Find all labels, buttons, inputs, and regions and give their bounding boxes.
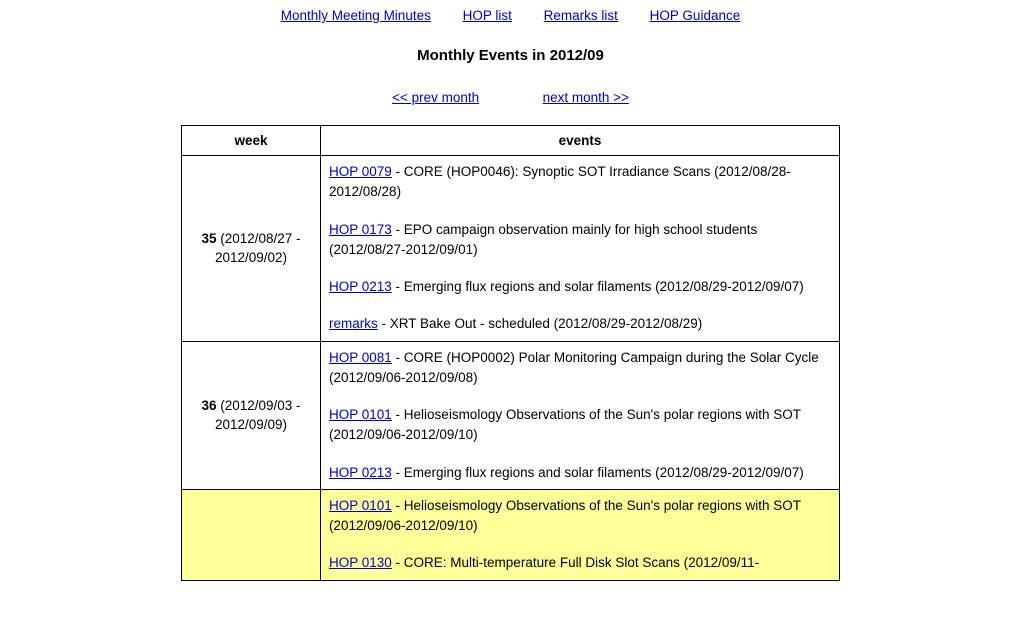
event-description: - EPO campaign observation mainly for high school students (2012/08/27-2012/09/01) <box>329 221 758 257</box>
event-link[interactable]: HOP 0101 <box>329 407 392 422</box>
event-description: - Helioseismology Observations of the Sun's polar regions with SOT (2012/09/06-2012/09/10) <box>329 407 801 443</box>
event-link[interactable]: HOP 0213 <box>329 464 392 480</box>
column-header-events: events <box>321 126 840 156</box>
event-description: - CORE (HOP0002) Polar Monitoring Campaign during the Solar Cycle (2012/09/06-2012/09/08) <box>329 349 819 385</box>
event-description: - CORE (HOP0046): Synoptic SOT Irradiance Scans (2012/08/28-2012/08/28) <box>329 164 791 200</box>
table-row <box>182 489 840 580</box>
event-link[interactable]: remarks <box>329 316 378 332</box>
events-cell <box>321 156 840 342</box>
next-month-link[interactable]: next month >> <box>542 90 629 105</box>
event-entry <box>329 162 831 203</box>
week-cell <box>182 489 321 580</box>
events-cell <box>321 341 840 489</box>
events-cell <box>321 489 840 580</box>
event-entry <box>329 496 831 537</box>
week-number: 36 <box>201 397 217 413</box>
event-link[interactable]: HOP 0130 <box>329 555 392 571</box>
event-entry <box>329 314 831 334</box>
nav-link-hop-list[interactable]: HOP list <box>462 8 512 23</box>
event-link[interactable]: HOP 0213 <box>329 279 392 294</box>
page-title: Monthly Events in 2012/09 <box>417 47 604 64</box>
event-entry <box>329 220 831 261</box>
event-description: - Helioseismology Observations of the Sun's polar regions with SOT (2012/09/06-2012/09/10) <box>329 497 801 533</box>
event-entry <box>329 553 831 573</box>
event-description: - Emerging flux regions and solar filaments (2012/08/29-2012/09/07) <box>391 279 804 294</box>
event-entry <box>329 277 831 297</box>
top-navigation <box>0 0 1021 23</box>
nav-link-monthly-meeting-minutes[interactable]: Monthly Meeting Minutes <box>280 8 431 23</box>
monthly-events-table <box>181 125 840 581</box>
event-link[interactable]: HOP 0173 <box>329 221 392 237</box>
nav-link-hop-guidance[interactable]: HOP Guidance <box>649 8 741 23</box>
week-number: 35 <box>201 230 217 246</box>
event-entry <box>329 405 831 446</box>
event-link[interactable]: HOP 0079 <box>329 164 392 179</box>
week-cell <box>182 341 321 489</box>
prev-month-link[interactable]: << prev month <box>392 90 480 105</box>
table-row <box>182 341 840 489</box>
table-body <box>182 156 840 581</box>
event-description: - XRT Bake Out - scheduled (2012/08/29-2012/08/29) <box>377 316 703 332</box>
event-link[interactable]: HOP 0101 <box>329 497 392 513</box>
table-header-row <box>182 126 840 156</box>
column-header-week: week <box>182 126 321 156</box>
week-range: (2012/08/27 - 2012/09/02) <box>214 230 301 266</box>
week-cell <box>182 156 321 342</box>
week-range: (2012/09/03 - 2012/09/09) <box>214 397 301 433</box>
table-row <box>182 156 840 342</box>
nav-link-remarks-list[interactable]: Remarks list <box>543 8 618 23</box>
month-navigation <box>0 90 1021 105</box>
event-entry <box>329 348 831 389</box>
event-entry <box>329 463 831 483</box>
event-description: - Emerging flux regions and solar filaments (2012/08/29-2012/09/07) <box>391 464 804 480</box>
event-description: - CORE: Multi-temperature Full Disk Slot Scans (2012/09/11- <box>391 555 760 571</box>
event-link[interactable]: HOP 0081 <box>329 349 392 365</box>
